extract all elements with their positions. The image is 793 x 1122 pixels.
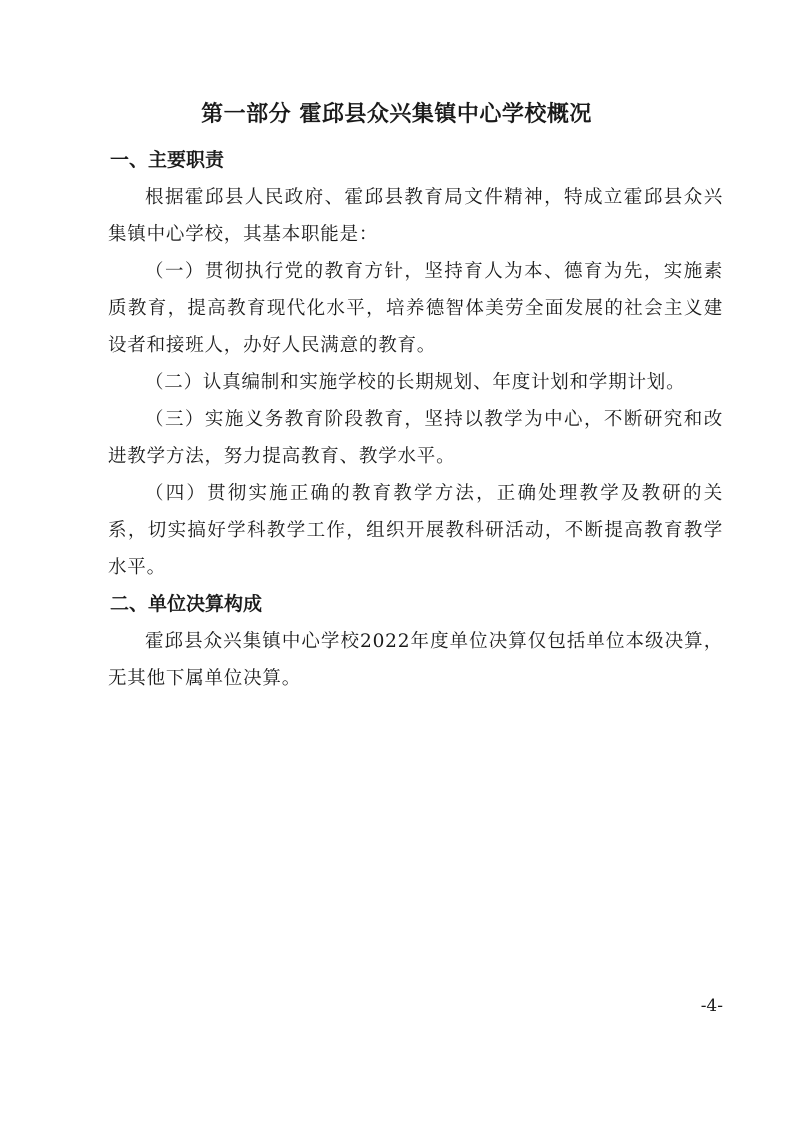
section-main-duties <box>108 142 723 586</box>
paragraph: （二）认真编制和实施学校的长期规划、年度计划和学期计划。 <box>145 372 686 393</box>
paragraph: （三）实施义务教育阶段教育，坚持以教学为中心，不断研究和改进教学方法，努力提高教育、教学水平。 <box>108 409 723 467</box>
section-heading: 一、主要职责 <box>110 149 225 171</box>
paragraph: 根据霍邱县人民政府、霍邱县教育局文件精神，特成立霍邱县众兴集镇中心学校，其基本职能是： <box>108 187 723 245</box>
paragraph: （一）贯彻执行党的教育方针，坚持育人为本、德育为先，实施素质教育，提高教育现代化水平，培养德智体美劳全面发展的社会主义建设者和接班人，办好人民满意的教育。 <box>108 261 723 356</box>
page-title: 第一部分 霍邱县众兴集镇中心学校概况 <box>201 102 592 127</box>
paragraph: 霍邱县众兴集镇中心学校2022年度单位决算仅包括单位本级决算，无其他下属单位决算。 <box>108 631 723 689</box>
document-body <box>108 142 723 697</box>
page-number: -4- <box>700 996 723 1016</box>
section-budget-composition <box>108 586 723 697</box>
section-heading: 二、单位决算构成 <box>110 593 263 615</box>
paragraph: （四）贯彻实施正确的教育教学方法，正确处理教学及教研的关系，切实搞好学科教学工作，组织开展教科研活动，不断提高教育教学水平。 <box>108 483 723 578</box>
